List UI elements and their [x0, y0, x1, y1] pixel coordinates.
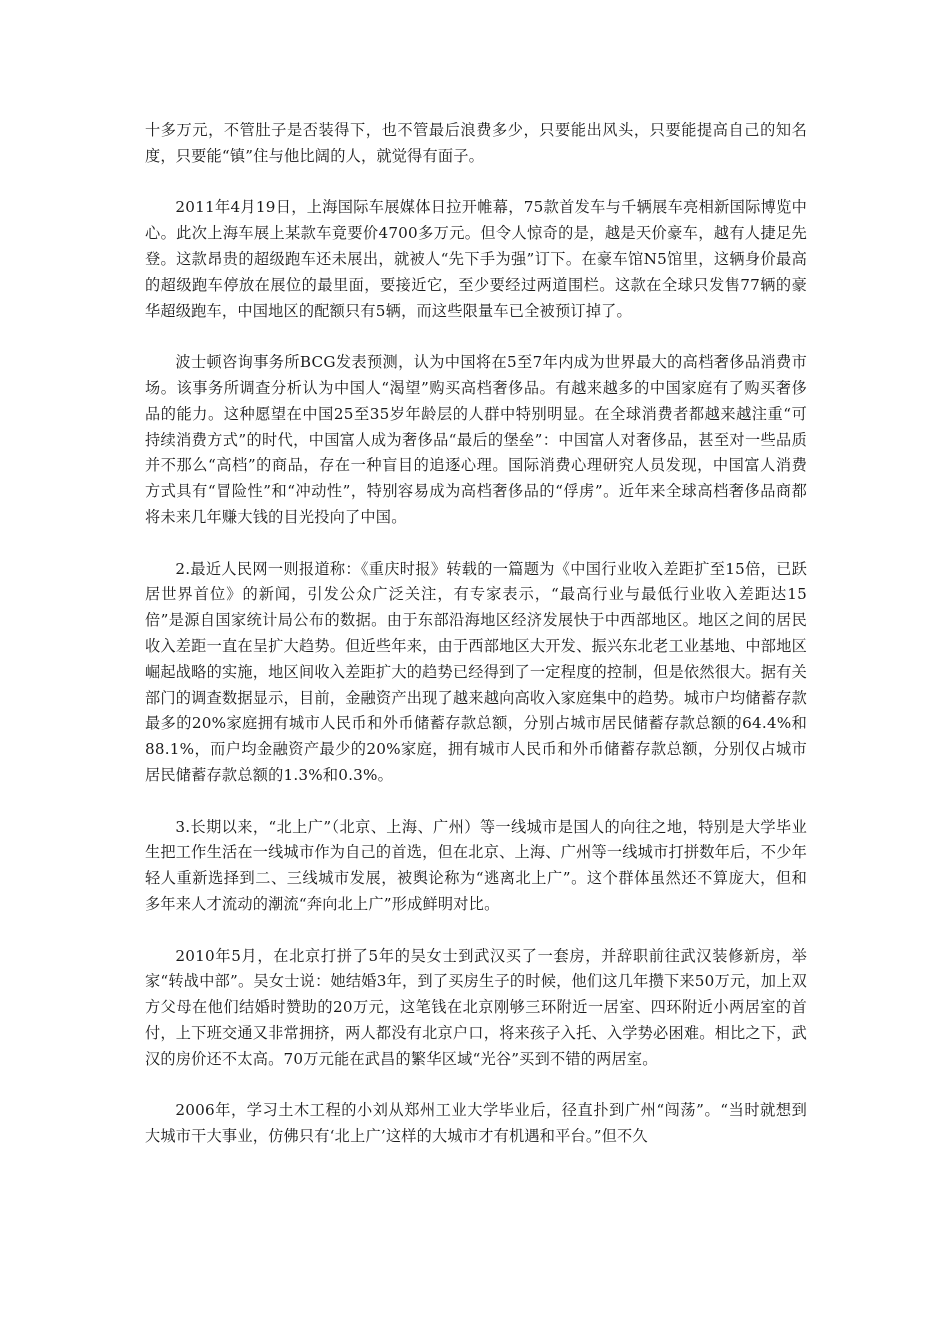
paragraph-1: 十多万元，不管肚子是否装得下，也不管最后浪费多少，只要能出风头，只要能提高自己的知名度，只要能“镇”住与他比阔的人，就觉得有面子。	[145, 121, 807, 165]
paragraph-2: 2011年4月19日，上海国际车展媒体日拉开帷幕，75款首发车与千辆展车亮相新国际博览中心。此次上海车展上某款车竟要价4700多万元。但令人惊奇的是，越是天价豪车，越有人捷足先登。这款昂贵的超级跑车还未展出，就被人“先下手为强”订下。在豪车馆N5馆里，这辆身价最高的超级跑车停放在展位的最里面，要接近它，至少要经过两道围栏。这款在全球只发售77辆的豪华超级跑车，中国地区的配额只有5辆，而这些限量车已全被预订掉了。	[145, 198, 807, 320]
paragraph-5: 3.长期以来，“北上广”（北京、上海、广州）等一线城市是国人的向往之地，特别是大学毕业生把工作生活在一线城市作为自己的首选，但在北京、上海、广州等一线城市打拼数年后，不少年轻人重新选择到二、三线城市发展，被舆论称为“逃离北上广”。这个群体虽然还不算庞大，但和多年来人才流动的潮流“奔向北上广”形成鲜明对比。	[145, 817, 807, 913]
paragraph-3: 波士顿咨询事务所BCG发表预测，认为中国将在5至7年内成为世界最大的高档奢侈品消费市场。该事务所调查分析认为中国人“渴望”购买高档奢侈品。有越来越多的中国家庭有了购买奢侈品的能力。这种愿望在中国25至35岁年龄层的人群中特别明显。在全球消费者都越来越注重“可持续消费方式”的时代，中国富人成为奢侈品“最后的堡垒”：中国富人对奢侈品，甚至对一些品质并不那么“高档”的商品，存在一种盲目的追逐心理。国际消费心理研究人员发现，中国富人消费方式具有“冒险性”和“冲动性”，特别容易成为高档奢侈品的“俘虏”。近年来全球高档奢侈品商都将未来几年赚大钱的目光投向了中国。	[145, 353, 807, 526]
paragraph-7: 2006年，学习土木工程的小刘从郑州工业大学毕业后，径直扑到广州“闯荡”。“当时就想到大城市干大事业，仿佛只有‘北上广’这样的大城市才有机遇和平台。”但不久	[145, 1101, 807, 1146]
paragraph-6: 2010年5月，在北京打拼了5年的吴女士到武汉买了一套房，并辞职前往武汉装修新房，举家“转战中部”。吴女士说：她结婚3年，到了买房生子的时候，他们这几年攒下来50万元，加上双方父母在他们结婚时赞助的20万元，这笔钱在北京刚够三环附近一居室、四环附近小两居室的首付，上下班交通又非常拥挤，两人都没有北京户口，将来孩子入托、入学势必困难。相比之下，武汉的房价还不太高。70万元能在武昌的繁华区域“光谷”买到不错的两居室。	[145, 946, 807, 1068]
document-body	[145, 118, 807, 1176]
paragraph-4: 2.最近人民网一则报道称：《重庆时报》转载的一篇题为《中国行业收入差距扩至15倍，已跃居世界首位》的新闻，引发公众广泛关注，有专家表示，“最高行业与最低行业收入差距达15倍”是源自国家统计局公布的数据。由于东部沿海地区经济发展快于中西部地区。地区之间的居民收入差距一直在呈扩大趋势。但近些年来，由于西部地区大开发、振兴东北老工业基地、中部地区崛起战略的实施，地区间收入差距扩大的趋势已经得到了一定程度的控制，但是依然很大。据有关部门的调查数据显示，目前，金融资产出现了越来越向高收入家庭集中的趋势。城市户均储蓄存款最多的20%家庭拥有城市人民币和外币储蓄存款总额，分别占城市居民储蓄存款总额的64.4%和88.1%，而户均金融资产最少的20%家庭，拥有城市人民币和外币储蓄存款总额，分别仅占城市居民储蓄存款总额的1.3%和0.3%。	[145, 559, 807, 784]
